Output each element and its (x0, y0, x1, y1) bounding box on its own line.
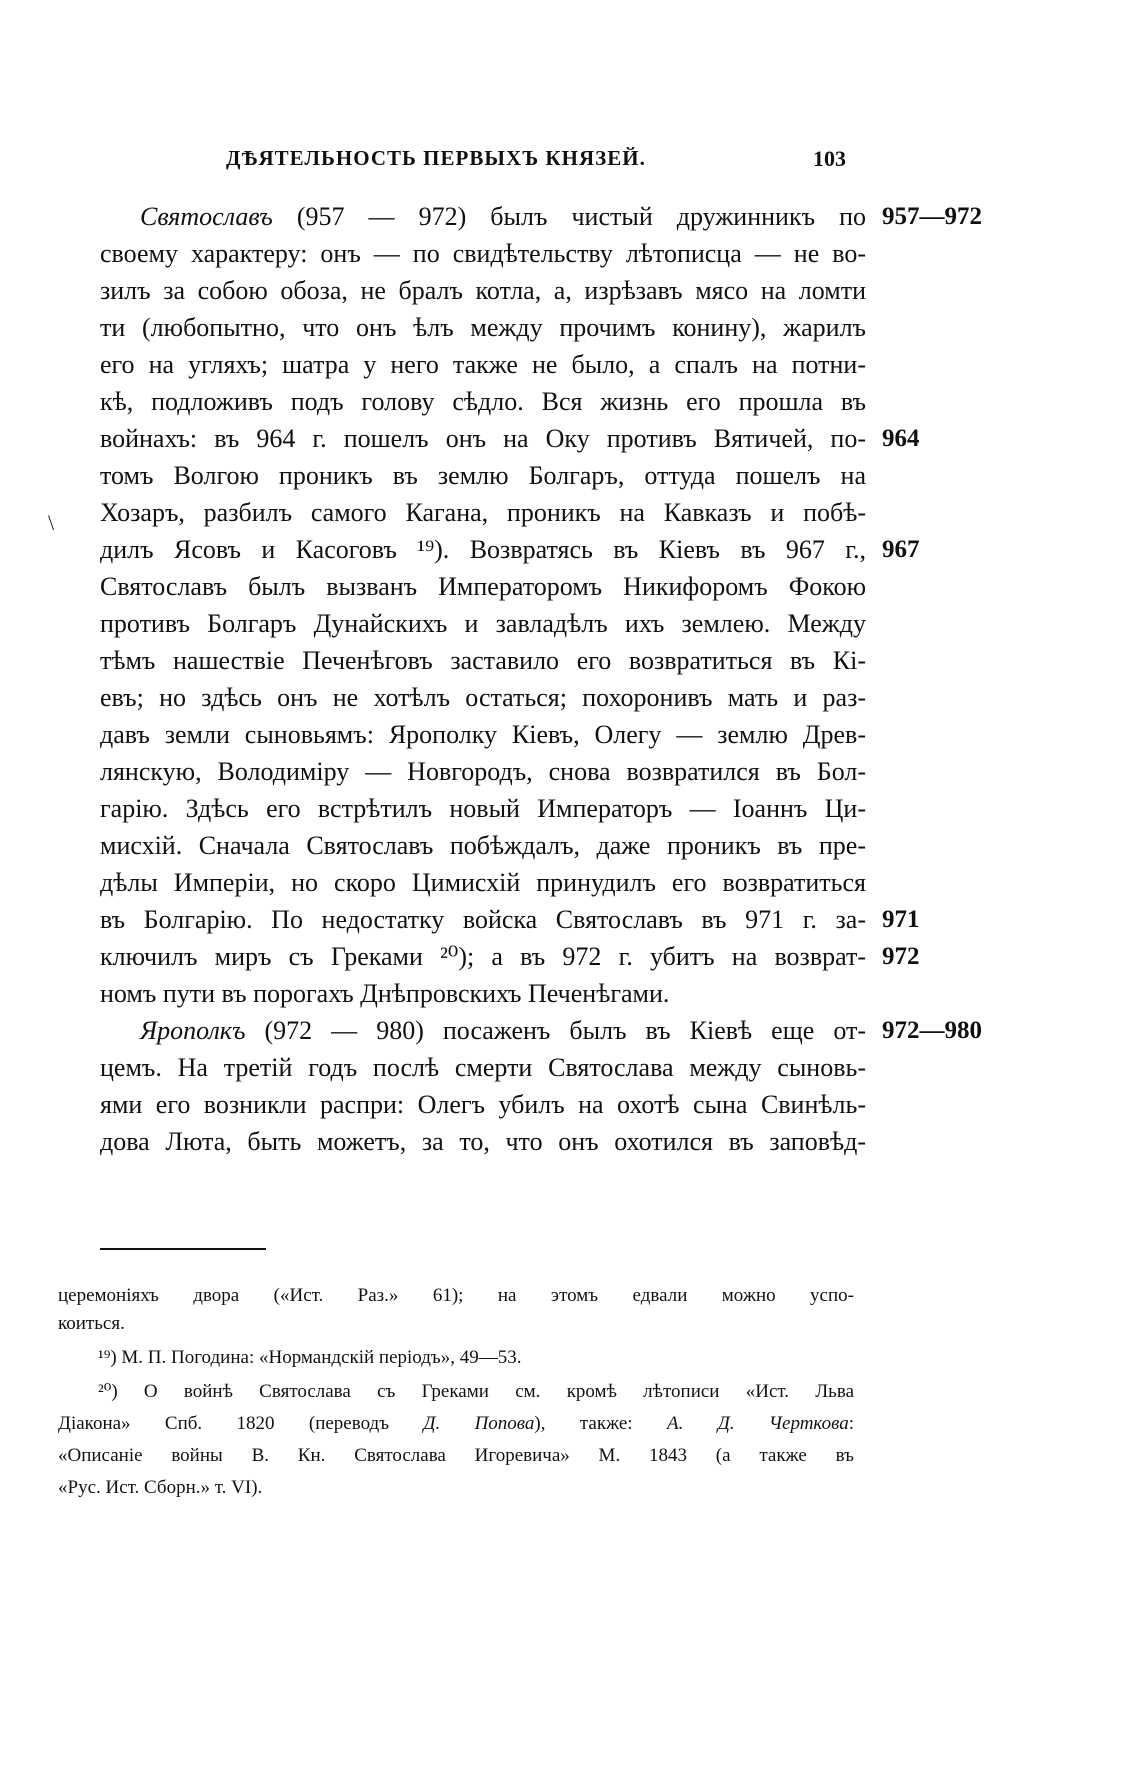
body-line: мисхій. Сначала Святославъ побѣждалъ, даже проникъ въ пре- (100, 831, 866, 860)
footnote-20: ²⁰) О войнѣ Святослава съ Греками см. кромѣ лѣтописи «Ист. Льва (98, 1381, 854, 1402)
page-number: 103 (813, 146, 846, 171)
margin-year-note: 971 (882, 906, 920, 933)
body-line: тѣмъ нашествіе Печенѣговъ заставило его возвратиться въ Кі- (100, 646, 866, 675)
running-title: ДѢЯТЕЛЬНОСТЬ ПЕРВЫХЪ КНЯЗЕЙ. (226, 146, 646, 170)
body-line: войнахъ: въ 964 г. пошелъ онъ на Оку противъ Вятичей, по- (100, 424, 866, 453)
body-line: его на угляхъ; шатра у него также не было, а спалъ на потни- (100, 350, 866, 379)
body-line: цемъ. На третій годъ послѣ смерти Святослава между сыновь- (100, 1053, 866, 1082)
body-line: Ярополкъ (972 — 980) посаженъ былъ въ Кіевѣ еще от- (140, 1016, 866, 1045)
body-line: ключилъ миръ съ Греками ²⁰); а въ 972 г. убитъ на возврат- (100, 942, 866, 971)
body-line: Хозаръ, разбилъ самого Кагана, проникъ на Кавказъ и побѣ- (100, 498, 866, 527)
margin-year-note: 972—980 (882, 1017, 982, 1044)
body-line: дилъ Ясовъ и Касоговъ ¹⁹). Возвратясь въ Кіевъ въ 967 г., (100, 535, 866, 564)
body-line: дѣлы Имперіи, но скоро Цимисхій принудилъ его возвратиться (100, 868, 866, 897)
margin-year-note: 964 (882, 425, 920, 452)
body-line: Святославъ былъ вызванъ Императоромъ Никифоромъ Фокою (100, 572, 866, 601)
body-line: томъ Волгою проникъ въ землю Болгаръ, оттуда пошелъ на (100, 461, 866, 490)
body-line: въ Болгарію. По недостатку войска Святославъ въ 971 г. за- (100, 905, 866, 934)
body-line: зилъ за собою обоза, не бралъ котла, а, изрѣзавъ мясо на ломти (100, 276, 866, 305)
margin-year-note: 972 (882, 943, 920, 970)
footnote-19: ¹⁹) М. П. Погодина: «Нормандскій періодъ», 49—53. (98, 1347, 522, 1368)
body-line: номъ пути въ порогахъ Днѣпровскихъ Печенѣгами. (100, 979, 670, 1008)
margin-pencil-mark: \ (48, 510, 55, 535)
body-line: кѣ, подложивъ подъ голову сѣдло. Вся жизнь его прошла въ (100, 387, 866, 416)
footnote-line: «Описаніе войны В. Кн. Святослава Игоревича» М. 1843 (а также въ (58, 1445, 854, 1466)
margin-year-note: 967 (882, 536, 920, 563)
footnote-line: «Рус. Ист. Сборн.» т. VI). (58, 1477, 263, 1498)
footnote-line: церемоніяхъ двора («Ист. Раз.» 61); на этомъ едвали можно успо- (58, 1285, 854, 1306)
body-line: Святославъ (957 — 972) былъ чистый дружинникъ по (140, 202, 866, 231)
body-line: ти (любопытно, что онъ ѣлъ между прочимъ конину), жарилъ (100, 313, 866, 342)
body-line: противъ Болгаръ Дунайскихъ и завладѣлъ ихъ землею. Между (100, 609, 866, 638)
footnote-line: коиться. (58, 1313, 125, 1334)
margin-year-note: 957—972 (882, 203, 982, 230)
body-line: своему характеру: онъ — по свидѣтельству лѣтописца — не во- (100, 239, 866, 268)
body-line: гарію. Здѣсь его встрѣтилъ новый Императоръ — Іоаннъ Ци- (100, 794, 866, 823)
footnote-line: Діакона» Спб. 1820 (переводъ Д. Попова), также: А. Д. Черткова: (58, 1413, 854, 1434)
body-line: евъ; но здѣсь онъ не хотѣлъ остаться; похоронивъ мать и раз- (100, 683, 866, 712)
body-line: лянскую, Володиміру — Новгородъ, снова возвратился въ Бол- (100, 757, 866, 786)
footnote-separator (100, 1248, 266, 1250)
body-line: ями его возникли распри: Олегъ убилъ на охотѣ сына Свинѣль- (100, 1090, 866, 1119)
body-line: дова Люта, быть можетъ, за то, что онъ охотился въ заповѣд- (100, 1127, 866, 1156)
body-line: давъ земли сыновьямъ: Ярополку Кіевъ, Олегу — землю Древ- (100, 720, 866, 749)
